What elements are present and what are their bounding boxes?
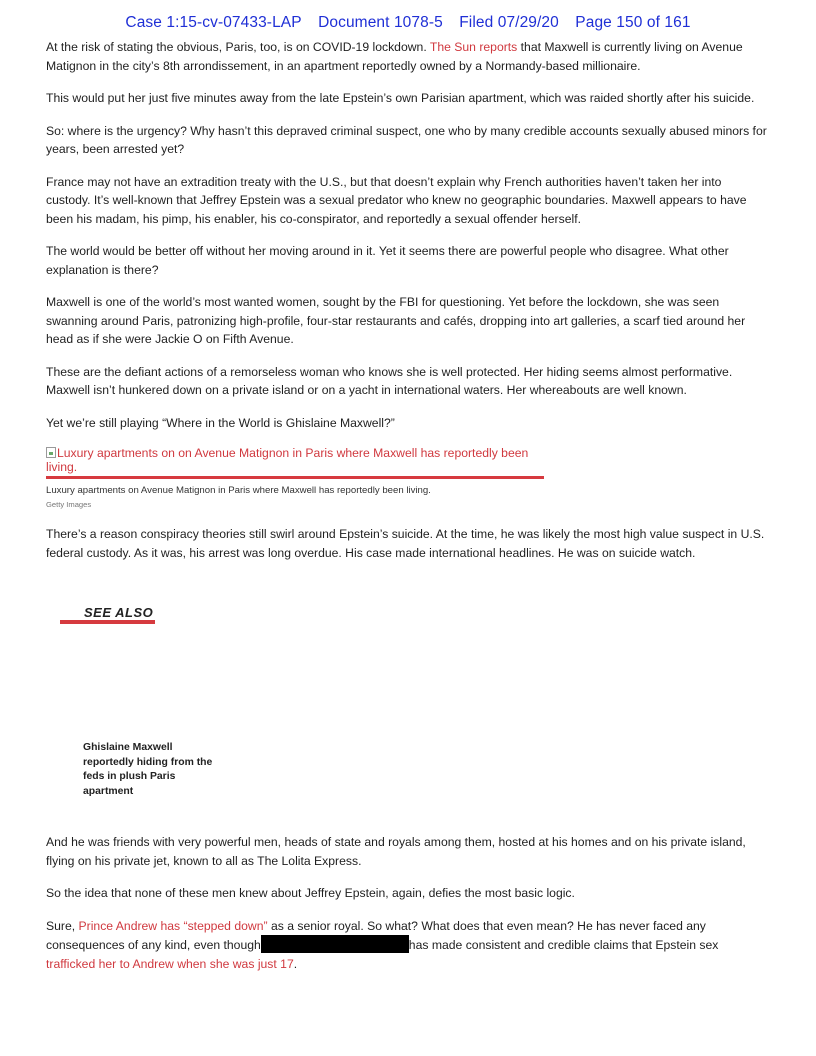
image-credit: Getty Images xyxy=(46,500,92,509)
paragraph-3: So: where is the urgency? Why hasn’t this depraved criminal suspect, one who by many credible accounts sexually abused minors for years, been arrested yet? xyxy=(46,123,767,156)
article-body xyxy=(46,38,768,987)
paragraph-8: Yet we’re still playing “Where in the World is Ghislaine Maxwell?” xyxy=(46,415,395,430)
paragraph-12: Sure, Prince Andrew has “stepped down” as a senior royal. So what? What does that even mean? He has never faced any consequences of any kind, even though has made consistent and credible claims that Epstein sex trafficked her to Andrew when she was just 17. xyxy=(46,918,719,971)
broken-image-icon xyxy=(46,447,56,458)
paragraph-10: And he was friends with very powerful men, heads of state and royals among them, hosted at his homes and on his private island, flying on his private jet, known to all as The Lolita Express. xyxy=(46,835,746,868)
case-number: Case 1:15-cv-07433-LAP xyxy=(125,14,302,31)
prince-andrew-link[interactable]: Prince Andrew has “stepped down” xyxy=(78,918,268,933)
paragraph-1: At the risk of stating the obvious, Paris, too, is on COVID-19 lockdown. The Sun reports that Maxwell is currently living on Avenue Matignon in the city’s 8th arrondissement, in an apartment reportedly owned by a Normandy-based millionaire. xyxy=(46,40,743,73)
article-image xyxy=(46,438,768,509)
see-also-card-title[interactable]: Ghislaine Maxwell reportedly hiding from the feds in plush Paris apartment xyxy=(83,742,213,797)
case-header xyxy=(0,14,816,32)
paragraph-6: Maxwell is one of the world’s most wanted women, sought by the FBI for questioning. Yet before the lockdown, she was seen swanning around Paris, patronizing high-profile, four-star restaurants and cafés, dropping into art galleries, a scarf tied around her head as if she were Jackie O on Fifth Avenue. xyxy=(46,295,746,346)
paragraph-2: This would put her just five minutes away from the late Epstein’s own Parisian apartment, which was raided shortly after his suicide. xyxy=(46,91,755,105)
image-caption: Luxury apartments on Avenue Matignon in Paris where Maxwell has reportedly been living. xyxy=(46,485,431,496)
document-number: Document 1078-5 xyxy=(318,14,443,31)
trafficked-link[interactable]: trafficked her to Andrew when she was just 17 xyxy=(46,956,294,971)
see-also-heading: SEE ALSO xyxy=(60,606,155,624)
paragraph-4: France may not have an extradition treaty with the U.S., but that doesn’t explain why French authorities haven’t taken her into custody. It’s well-known that Jeffrey Epstein was a sexual predator who knew no geographic boundaries. Maxwell appears to have been his madam, his pimp, his enabler, his co-conspirator, and reportedly a sexual offender herself. xyxy=(46,174,747,226)
filed-date: Filed 07/29/20 xyxy=(459,14,559,31)
paragraph-9: There’s a reason conspiracy theories still swirl around Epstein’s suicide. At the time, he was likely the most high value suspect in U.S. federal custody. As it was, his arrest was long overdue. His case made international headlines. He was on suicide watch. xyxy=(46,527,765,560)
paragraph-7: These are the defiant actions of a remorseless woman who knows she is well protected. Her hiding seems almost performative. Maxwell isn’t hunkered down on a private island or on a yacht in international waters. Her whereabouts are well known. xyxy=(46,364,733,397)
paragraph-11: So the idea that none of these men knew about Jeffrey Epstein, again, defies the most basic logic. xyxy=(46,886,575,900)
see-also-module xyxy=(46,576,768,799)
redaction-bar xyxy=(261,935,409,953)
broken-image-link[interactable]: Luxury apartments on on Avenue Matignon in Paris where Maxwell has reportedly been living. xyxy=(46,446,544,479)
page-number: Page 150 of 161 xyxy=(575,14,691,31)
sun-reports-link[interactable]: The Sun reports xyxy=(429,40,518,54)
paragraph-5: The world would be better off without her moving around in it. Yet it seems there are powerful people who disagree. What other explanation is there? xyxy=(46,244,729,277)
